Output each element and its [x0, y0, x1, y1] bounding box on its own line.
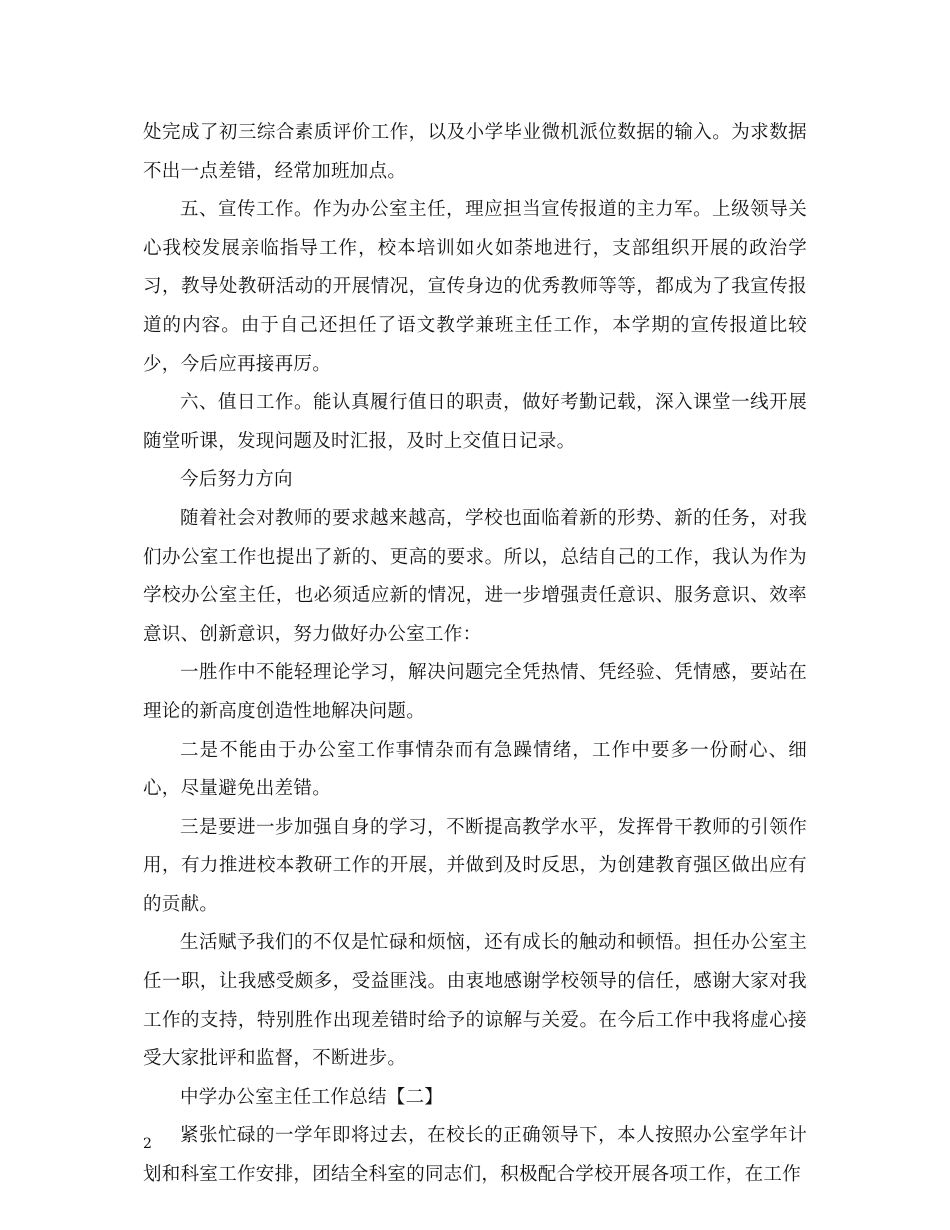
- paragraph-publicity-work: 五、宣传工作。作为办公室主任，理应担当宣传报道的主力军。上级领导关心我校发展亲临指导工作，校本培训如火如荼地进行，支部组织开展的政治学习，教导处教研活动的开展情况，宣传身边的优秀教师等等，都成为了我宣传报道的内容。由于自己还担任了语文教学兼班主任工作，本学期的宣传报道比较少，今后应再接再厉。: [143, 199, 807, 375]
- paragraph-point-three: 三是要进一步加强自身的学习，不断提高教学水平，发挥骨干教师的引领作用，有力推进校本教研工作的开展，并做到及时反思，为创建教育强区做出应有的贡献。: [143, 816, 807, 915]
- paragraph-continuation: 处完成了初三综合素质评价工作，以及小学毕业微机派位数据的输入。为求数据不出一点差错，经常加班加点。: [143, 122, 807, 182]
- paragraph-duty-work: 六、值日工作。能认真履行值日的职责，做好考勤记载，深入课堂一线开展随堂听课，发现问题及时汇报，及时上交值日记录。: [143, 392, 807, 452]
- body-text: [143, 114, 807, 1195]
- page-number: 2: [143, 1136, 152, 1152]
- paragraph-point-one: 一胜作中不能轻理论学习，解决问题完全凭热情、凭经验、凭情感，要站在理论的新高度创造性地解决问题。: [143, 662, 807, 722]
- paragraph-closing-thanks: 生活赋予我们的不仅是忙碌和烦恼，还有成长的触动和顿悟。担任办公室主任一职，让我感受颇多，受益匪浅。由衷地感谢学校领导的信任，感谢大家对我工作的支持，特别胜作出现差错时给予的谅解与关爱。在今后工作中我将虚心接受大家批评和监督，不断进步。: [143, 932, 807, 1070]
- section-heading-future-direction: 今后努力方向: [180, 469, 293, 491]
- paragraph-point-two: 二是不能由于办公室工作事情杂而有急躁情绪，工作中要多一份耐心、细心，尽量避免出差错。: [143, 739, 807, 800]
- paragraph-new-requirements: 随着社会对教师的要求越来越高，学校也面临着新的形势、新的任务，对我们办公室工作也提出了新的、更高的要求。所以，总结自己的工作，我认为作为学校办公室主任，也必须适应新的情况，进一步增强责任意识、服务意识、效率意识、创新意识，努力做好办公室工作：: [143, 507, 807, 645]
- section-heading-summary-two: 中学办公室主任工作总结【二】: [180, 1086, 444, 1108]
- paragraph-summary-two-intro: 紧张忙碌的一学年即将过去，在校长的正确领导下，本人按照办公室学年计划和科室工作安排，团结全科室的同志们，积极配合学校开展各项工作，在工作: [143, 1125, 807, 1186]
